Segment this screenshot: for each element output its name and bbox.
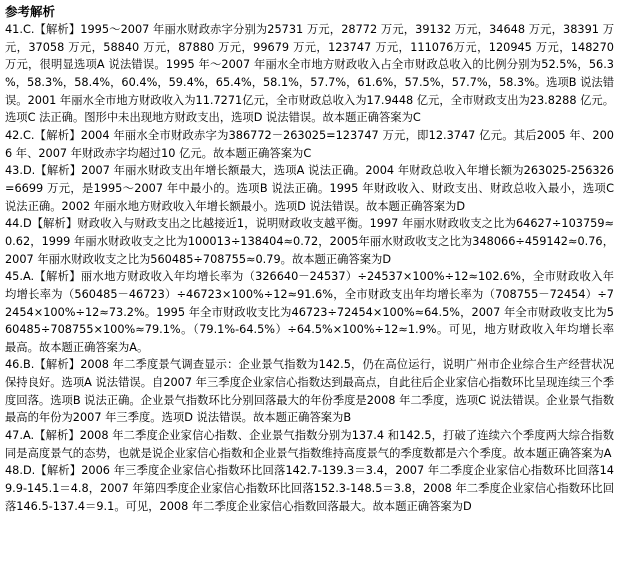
page-title: 参考解析 <box>5 4 56 19</box>
explanation-43: 43.D.【解析】2007 年丽水财政支出年增长额最大，选项A 说法正确。2004 年财政总收入年增长额为263025-256326=6699 万元，是1995～2007 年中最小的。选项B 说法正确。1995 年财政收入、财政支出、财政总收入最小，选项C 说法正确。2002 年丽水地方财政收入年增长额最小。选项D 说法错误。故本题正确答案为D <box>5 164 614 213</box>
explanation-44: 44.D【解析】财政收入与财政支出之比越接近1，说明财政收支越平衡。1997 年丽水财政收支之比为64627÷103759≈0.62，1999 年丽水财政收支之比为100013÷138404≈0.72，2005年丽水财政收支之比为348066÷459142≈0.76，2007 年丽水财政收支之比为560485÷708755≈0.79。故本题正确答案为D <box>5 217 614 266</box>
explanation-41: 41.C.【解析】1995～2007 年丽水财政赤字分别为25731 万元，28772 万元，39132 万元，34648 万元，38391 万元，37058 万元，58840 万元，87880 万元，99679 万元，123747 万元，111076万元，120945 万元，148270 万元，很明显选项A 说法错误。1995 年～2007 年丽水全市地方财政收入占全市财政总收入的比例分别为52.5%，56.3%，58.3%，58.4%，60.4%，59.4%，65.4%，58.1%，57.7%，61.6%，57.5%，57.7%，58.3%。选项B 说法错误。2001 年丽水全市地方财政收入为11.7271亿元，全市财政总收入为17.9448 亿元，全市财政支出为23.8288 亿元。选项C 法正确。图形中未出现地方财政支出，选项D 说法错误。故本题正确答案为C <box>5 23 614 125</box>
explanation-list <box>5 21 614 515</box>
explanation-45: 45.A.【解析】丽水地方财政收入年均增长率为（326640－24537）÷24537×100%÷12≈102.6%，全市财政收入年均增长率为（560485－46723）÷46723×100%÷12≈91.6%，全市财政支出年均增长率为（708755－72454）÷72454×100%÷12≈73.2%。1995 年全市财政收支比为46723÷72454×100%≈64.5%，2007 年全市财政收支比为560485÷708755×100%≈79.1%。（79.1%-64.5%）÷64.5%×100%÷12≈1.9%。可见，地方财政收入年均增长率最高。故本题正确答案为A。 <box>5 270 614 354</box>
explanation-42: 42.C.【解析】2004 年丽水全市财政赤字为386772－263025=123747 万元，即12.3747 亿元。其后2005 年、2006 年、2007 年财政赤字均超过10 亿元。故本题正确答案为C <box>5 128 614 160</box>
explanation-46: 46.B.【解析】2008 年二季度景气调查显示：企业景气指数为142.5，仍在高位运行，说明广州市企业综合生产经营状况保持良好。选项A 说法错误。自2007 年三季度企业家信心指数达到最高点，自此往后企业家信心指数环比呈现连续三个季度回落。选项B 说法正确。企业景气指数环比分别回落最大的年份季度是2008 年二季度，选项C 说法错误。企业景气指数最高的年份为2007 年三季度。选项D 说法错误。故本题正确答案为B <box>5 358 614 425</box>
explanation-48: 48.D.【解析】2006 年三季度企业家信心指数环比回落142.7-139.3＝3.4，2007 年二季度企业家信心指数环比回落149.9-145.1＝4.8，2007 年第四季度企业家信心指数环比回落152.3-148.5＝3.8，2008 年二季度企业家信心指数环比回落146.5-137.4＝9.1。可见，2008 年二季度企业家信心指数回落最大。故本题正确答案为D <box>5 464 614 513</box>
explanation-47: 47.A.【解析】2008 年二季度企业家信心指数、企业景气指数分别为137.4 和142.5，打破了连续六个季度两大综合指数同是高度景气的态势，也就是说企业家信心指数和企业景气指数维持高度景气的季度数都是六个季度。故本题正确答案为A <box>5 429 614 460</box>
